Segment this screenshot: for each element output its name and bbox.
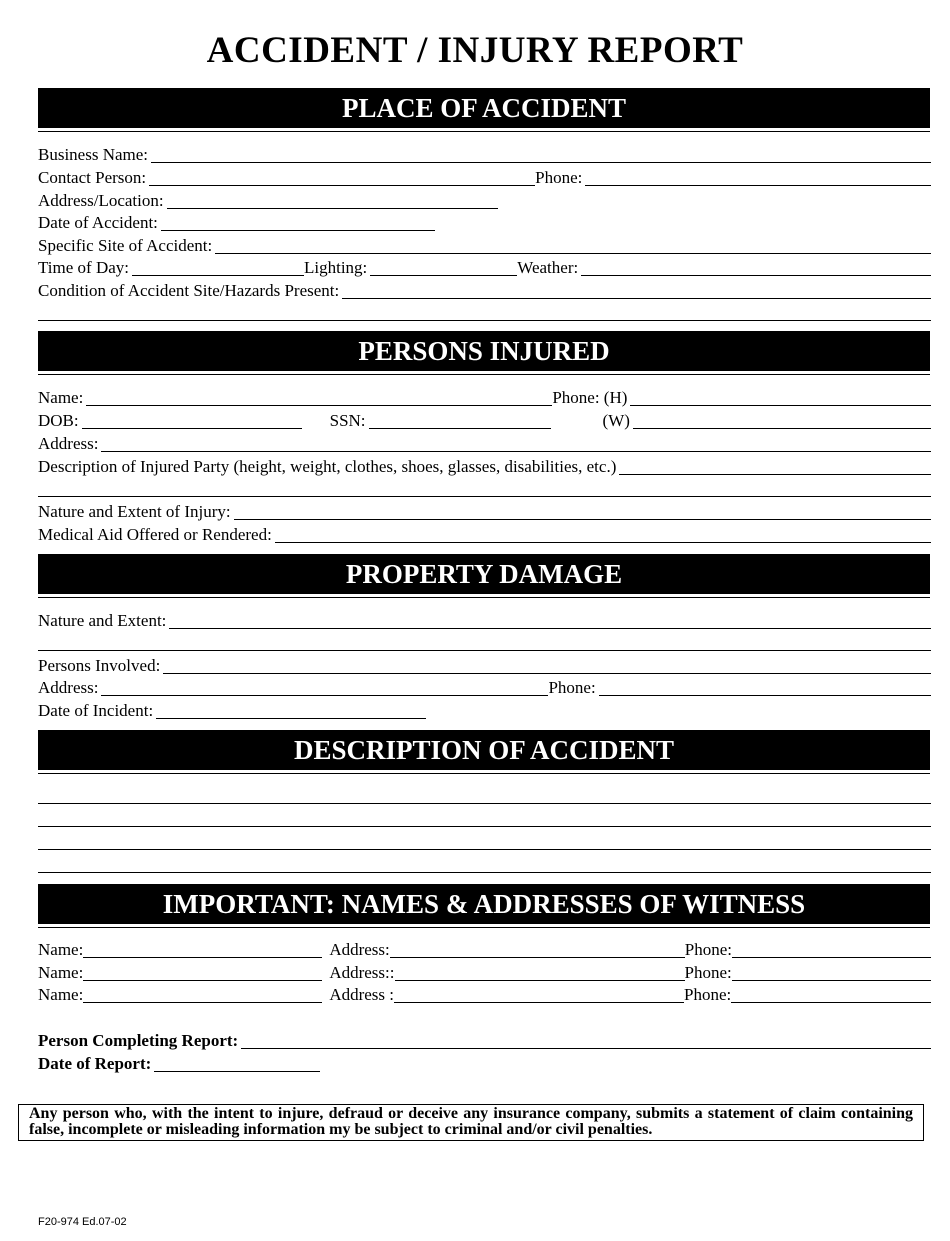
- nature-of-injury-label: Nature and Extent of Injury:: [38, 502, 231, 521]
- property-phone-field[interactable]: [599, 680, 931, 696]
- row-date-of-report: [38, 1051, 931, 1074]
- persons-involved-label: Persons Involved:: [38, 656, 161, 675]
- ssn-label: SSN:: [329, 411, 366, 430]
- witness-phone-label: Phone:: [684, 940, 733, 959]
- description-line-1[interactable]: [38, 803, 931, 804]
- witness-phone-label: Phone:: [684, 985, 732, 1004]
- injured-name-field[interactable]: [86, 390, 552, 406]
- row-injured-address: [38, 431, 931, 454]
- lighting-field[interactable]: [370, 260, 517, 276]
- witness-row: [38, 937, 931, 960]
- weather-label: Weather:: [517, 258, 579, 277]
- business-name-label: Business Name:: [38, 145, 149, 164]
- property-phone-label: Phone:: [548, 678, 596, 697]
- row-property-address: [38, 675, 931, 698]
- phone-h-label: Phone: (H): [552, 388, 628, 407]
- row-dob-ssn: [38, 408, 931, 431]
- persons-involved-field[interactable]: [163, 658, 931, 674]
- weather-field[interactable]: [581, 260, 931, 276]
- witness-name-field[interactable]: [83, 987, 322, 1003]
- date-of-report-label: Date of Report:: [38, 1054, 152, 1073]
- witness-row: [38, 960, 931, 983]
- time-of-day-label: Time of Day:: [38, 258, 129, 277]
- section-header-description: DESCRIPTION OF ACCIDENT: [38, 730, 930, 770]
- injured-description-extra-line[interactable]: [38, 496, 931, 497]
- description-line-4[interactable]: [38, 872, 931, 873]
- time-of-day-field[interactable]: [132, 260, 304, 276]
- row-specific-site: [38, 233, 931, 256]
- row-contact-person: [38, 165, 931, 188]
- business-name-field[interactable]: [151, 147, 931, 163]
- condition-field[interactable]: [342, 283, 931, 299]
- specific-site-field[interactable]: [215, 238, 931, 254]
- date-of-report-field[interactable]: [154, 1056, 320, 1072]
- section-header-place: PLACE OF ACCIDENT: [38, 88, 930, 128]
- row-time-lighting-weather: [38, 255, 931, 278]
- ssn-field[interactable]: [369, 413, 551, 429]
- section-header-witness: IMPORTANT: NAMES & ADDRESSES OF WITNESS: [38, 884, 930, 924]
- property-address-label: Address:: [38, 678, 99, 697]
- contact-person-field[interactable]: [149, 170, 535, 186]
- injured-address-field[interactable]: [101, 436, 931, 452]
- witness-address-field[interactable]: [394, 987, 684, 1003]
- row-person-completing: [38, 1028, 931, 1051]
- row-persons-involved: [38, 653, 931, 676]
- row-date-of-accident: [38, 210, 931, 233]
- row-date-of-incident: [38, 698, 931, 721]
- witness-phone-field[interactable]: [731, 987, 931, 1003]
- phone-label: Phone:: [535, 168, 583, 187]
- condition-extra-line[interactable]: [38, 320, 931, 321]
- contact-person-label: Contact Person:: [38, 168, 147, 187]
- row-business-name: [38, 142, 931, 165]
- condition-label: Condition of Accident Site/Hazards Present:: [38, 281, 340, 300]
- witness-phone-field[interactable]: [732, 965, 931, 981]
- section-header-persons: PERSONS INJURED: [38, 331, 930, 371]
- person-completing-field[interactable]: [241, 1033, 931, 1049]
- dob-label: DOB:: [38, 411, 79, 430]
- witness-address-label: Address::: [329, 963, 395, 982]
- injured-address-label: Address:: [38, 434, 99, 453]
- person-completing-label: Person Completing Report:: [38, 1031, 239, 1050]
- row-nature-of-injury: [38, 499, 931, 522]
- witness-address-label: Address :: [329, 985, 395, 1004]
- description-line-3[interactable]: [38, 849, 931, 850]
- form-number: F20-974 Ed.07-02: [38, 1216, 127, 1228]
- row-medical-aid: [38, 522, 931, 545]
- nature-of-injury-field[interactable]: [234, 504, 931, 520]
- witness-name-label: Name:: [38, 940, 84, 959]
- witness-address-field[interactable]: [390, 942, 685, 958]
- witness-name-label: Name:: [38, 985, 84, 1004]
- phone-h-field[interactable]: [630, 390, 931, 406]
- property-nature-extra-line[interactable]: [38, 650, 931, 651]
- witness-row: [38, 982, 931, 1005]
- property-address-field[interactable]: [101, 680, 548, 696]
- witness-address-field[interactable]: [395, 965, 685, 981]
- date-of-accident-field[interactable]: [161, 215, 435, 231]
- contact-phone-field[interactable]: [585, 170, 931, 186]
- row-injured-name: [38, 385, 931, 408]
- fraud-notice: Any person who, with the intent to injure, defraud or deceive any insurance company, submits a statement of claim containing false, incomplete or misleading information my be subject to criminal and/or civil penalties.: [18, 1104, 924, 1141]
- medical-aid-field[interactable]: [275, 527, 931, 543]
- witness-address-label: Address:: [329, 940, 390, 959]
- witness-name-label: Name:: [38, 963, 84, 982]
- address-location-field[interactable]: [167, 193, 498, 209]
- dob-field[interactable]: [82, 413, 302, 429]
- medical-aid-label: Medical Aid Offered or Rendered:: [38, 525, 272, 544]
- page-title: ACCIDENT / INJURY REPORT: [206, 30, 744, 71]
- lighting-label: Lighting:: [304, 258, 368, 277]
- section-header-property: PROPERTY DAMAGE: [38, 554, 930, 594]
- row-injured-description: [38, 454, 931, 477]
- date-of-accident-label: Date of Accident:: [38, 213, 158, 232]
- injured-name-label: Name:: [38, 388, 84, 407]
- description-line-2[interactable]: [38, 826, 931, 827]
- row-address-location: [38, 188, 931, 211]
- injured-description-label: Description of Injured Party (height, weight, clothes, shoes, glasses, disabilities, etc.): [38, 457, 617, 476]
- date-of-incident-field[interactable]: [156, 703, 426, 719]
- phone-w-field[interactable]: [633, 413, 931, 429]
- property-nature-label: Nature and Extent:: [38, 611, 167, 630]
- address-location-label: Address/Location:: [38, 191, 164, 210]
- witness-name-field[interactable]: [83, 942, 322, 958]
- property-nature-field[interactable]: [169, 613, 931, 629]
- witness-phone-field[interactable]: [732, 942, 931, 958]
- date-of-incident-label: Date of Incident:: [38, 701, 154, 720]
- injured-description-field[interactable]: [619, 459, 931, 475]
- witness-phone-label: Phone:: [684, 963, 732, 982]
- specific-site-label: Specific Site of Accident:: [38, 236, 213, 255]
- phone-w-label: (W): [602, 411, 630, 430]
- row-condition: [38, 278, 931, 301]
- row-property-nature: [38, 608, 931, 631]
- witness-name-field[interactable]: [83, 965, 322, 981]
